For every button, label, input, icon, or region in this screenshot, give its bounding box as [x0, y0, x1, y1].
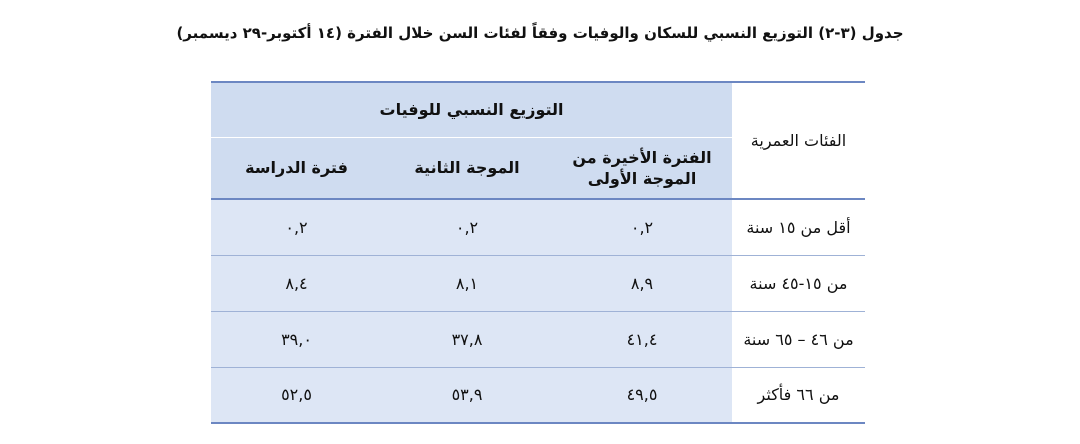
table-row — [211, 255, 865, 311]
table-row — [211, 311, 865, 367]
table-cell: ٤١,٤ — [552, 311, 732, 367]
age-group-label: من ١٥-٤٥ سنة — [749, 273, 848, 293]
table-header-row — [211, 82, 865, 137]
age-group-label: من ٤٦ – ٦٥ سنة — [743, 329, 854, 349]
table-cell: ٣٧,٨ — [382, 311, 552, 367]
table-cell: ٣٩,٠ — [211, 311, 382, 367]
death-distribution-header: التوزيع النسبي للوفيات — [211, 82, 732, 137]
age-group-label: أقل من ١٥ سنة — [746, 217, 851, 237]
column-header-second-wave: الموجة الثانية — [382, 137, 552, 199]
table-cell: ٨,٩ — [552, 255, 732, 311]
table-cell: ٨,٤ — [211, 255, 382, 311]
age-group-label: من ٦٦ فأكثر — [757, 385, 840, 405]
table-row — [211, 367, 865, 423]
table-cell: ٠,٢ — [552, 199, 732, 255]
mortality-distribution-table — [211, 81, 865, 424]
table-row — [211, 199, 865, 255]
table-cell: ٤٩,٥ — [552, 367, 732, 423]
table-cell: ٠,٢ — [211, 199, 382, 255]
table-caption: جدول (٣-٢) التوزيع النسبي للسكان والوفيات وفقاً لفئات السن خلال الفترة (١٤ أكتوبر-٢٩ ديسمبر) — [176, 24, 904, 42]
table-cell: ٥٢,٥ — [211, 367, 382, 423]
table-cell: ٠,٢ — [382, 199, 552, 255]
age-groups-header: الفئات العمرية — [732, 82, 865, 199]
column-header-first-wave: الفترة الأخيرة من الموجة الأولى — [552, 137, 732, 199]
table-cell: ٥٣,٩ — [382, 367, 552, 423]
table-cell: ٨,١ — [382, 255, 552, 311]
column-header-study-period: فترة الدراسة — [211, 137, 382, 199]
